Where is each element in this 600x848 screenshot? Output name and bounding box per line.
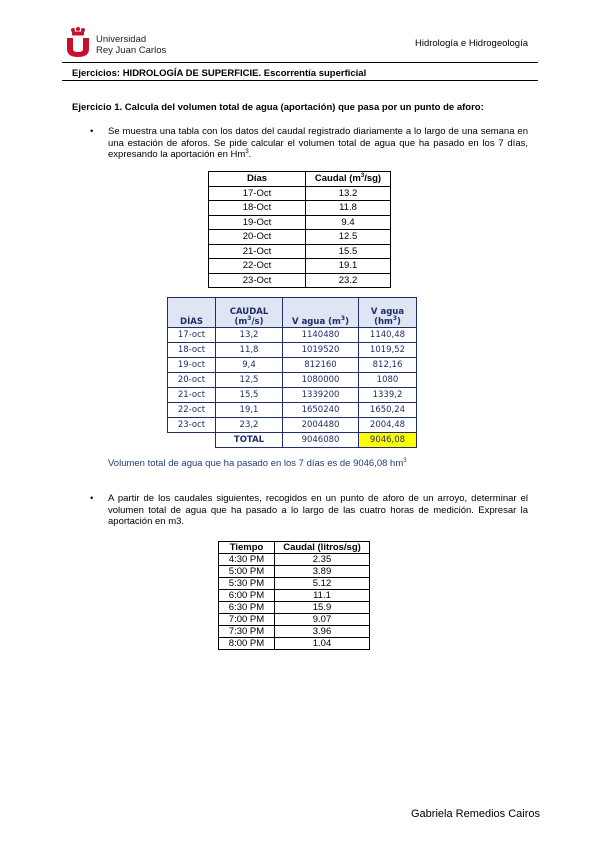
- table-cell: 12,5: [216, 373, 283, 388]
- table-cell: 1339200: [283, 388, 359, 403]
- table-row: [209, 259, 391, 274]
- table-row: [168, 418, 417, 433]
- section-title: Ejercicios: HIDROLOGÍA DE SUPERFICIE. Escorrentía superficial: [72, 68, 367, 79]
- table2-header-dias: DÍAS: [168, 298, 216, 328]
- table-row: [168, 373, 417, 388]
- table1-header-caudal: Caudal $(m^3/sg)$: [306, 172, 391, 187]
- table-cell: 19-Oct: [209, 215, 306, 230]
- table-cell: 1019,52: [359, 343, 417, 358]
- table-cell: 1650,24: [359, 403, 417, 418]
- table-cell: 22-oct: [168, 403, 216, 418]
- table-cell: 5:00 PM: [219, 566, 275, 578]
- table-row: [168, 358, 417, 373]
- table-cell: 2004,48: [359, 418, 417, 433]
- table-cell: 1650240: [283, 403, 359, 418]
- table-cell: 18-oct: [168, 343, 216, 358]
- university-line2: Rey Juan Carlos: [96, 45, 167, 56]
- university-line1: Universidad: [96, 34, 147, 45]
- table-cell: 12.5: [306, 230, 391, 245]
- table-cell: 22-Oct: [209, 259, 306, 274]
- table-cell: 23.2: [306, 273, 391, 288]
- table-row: [219, 638, 370, 650]
- table-cell: 21-oct: [168, 388, 216, 403]
- table-cell: 15,5: [216, 388, 283, 403]
- table-row: [209, 273, 391, 288]
- table-cell: 19-oct: [168, 358, 216, 373]
- table-cell: 1.04: [275, 638, 370, 650]
- table-cell: [168, 433, 216, 448]
- table-cell: 5:30 PM: [219, 578, 275, 590]
- table-cell: 6:00 PM: [219, 590, 275, 602]
- table-cell: 11.1: [275, 590, 370, 602]
- table-cell: 1140,48: [359, 328, 417, 343]
- table-cell: 13.2: [306, 186, 391, 201]
- table-row: [219, 566, 370, 578]
- section-divider: [62, 80, 538, 81]
- table-cell: 17-oct: [168, 328, 216, 343]
- table-cell: 9.07: [275, 614, 370, 626]
- table-row: [209, 201, 391, 216]
- table-cell: 1140480: [283, 328, 359, 343]
- table-cell: 11,8: [216, 343, 283, 358]
- table-row: [209, 244, 391, 259]
- table-cell: 19.1: [306, 259, 391, 274]
- table-cell: 1080000: [283, 373, 359, 388]
- table-row: [168, 328, 417, 343]
- table-cell: 2004480: [283, 418, 359, 433]
- table-cell: 2.35: [275, 554, 370, 566]
- table-cell: 15.5: [306, 244, 391, 259]
- table-cell: 9,4: [216, 358, 283, 373]
- table-cell: 6:30 PM: [219, 602, 275, 614]
- table-cell: 5.12: [275, 578, 370, 590]
- table3-header-tiempo: Tiempo: [219, 542, 275, 554]
- table-cell: 18-Oct: [209, 201, 306, 216]
- university-name: [96, 34, 166, 56]
- result-text: Volumen total de agua que ha pasado en los 7 días es de 9046,08 $hm^3$: [108, 457, 407, 469]
- table-row: [219, 590, 370, 602]
- table-cell: 1080: [359, 373, 417, 388]
- total-row: [168, 433, 417, 448]
- table-row: [209, 215, 391, 230]
- caudal-table: [208, 171, 391, 288]
- table-row: [168, 343, 417, 358]
- table-row: [219, 554, 370, 566]
- tiempo-table: [218, 541, 370, 650]
- bullet2-text: A partir de los caudales siguientes, recogidos en un punto de aforo de un arroyo, determinar el volumen total de agua que ha pasado a lo largo de las cuatro horas de medición. Expresar la aportación en m3.: [108, 493, 528, 527]
- table-cell: 8:00 PM: [219, 638, 275, 650]
- table-cell: 20-Oct: [209, 230, 306, 245]
- table-cell: 3.96: [275, 626, 370, 638]
- table-row: [219, 578, 370, 590]
- table3-header-caudal: Caudal (litros/sg): [275, 542, 370, 554]
- table-row: [219, 626, 370, 638]
- table-row: [209, 230, 391, 245]
- table-cell: 17-Oct: [209, 186, 306, 201]
- table-row: [209, 186, 391, 201]
- table-cell: 1019520: [283, 343, 359, 358]
- table-row: [168, 388, 417, 403]
- table-cell: 20-oct: [168, 373, 216, 388]
- table-cell: 9.4: [306, 215, 391, 230]
- table-cell: 4:30 PM: [219, 554, 275, 566]
- volumen-table: [167, 297, 417, 448]
- table-cell: 23-oct: [168, 418, 216, 433]
- table-cell: 23,2: [216, 418, 283, 433]
- urjc-logo-icon: [64, 27, 92, 57]
- table-cell: 7:30 PM: [219, 626, 275, 638]
- bullet-marker: •: [90, 126, 94, 137]
- exercise1-title: Ejercicio 1. Calcula del volumen total de agua (aportación) que pasa por un punto de aforo:: [72, 102, 484, 113]
- table-cell: 7:00 PM: [219, 614, 275, 626]
- footer-author: Gabriela Remedios Cairos: [411, 808, 540, 820]
- bullet1-text: Se muestra una tabla con los datos del caudal registrado diariamente a lo largo de una semana en una estación de aforos. Se pide calcular el volumen total de agua que ha pasado en los 7 días, expresando la aportación en Hm$^3$.: [108, 126, 528, 160]
- total-hm3: 9046,08: [359, 433, 417, 448]
- table-cell: 15.9: [275, 602, 370, 614]
- table2-header-caudal: CAUDAL $(m^3/s)$: [216, 298, 283, 328]
- total-label: TOTAL: [216, 433, 283, 448]
- total-m3: 9046080: [283, 433, 359, 448]
- header-divider: [62, 62, 538, 63]
- table-row: [219, 602, 370, 614]
- table-cell: 812160: [283, 358, 359, 373]
- table-cell: 3.89: [275, 566, 370, 578]
- doc-subject: Hidrología e Hidrogeología: [414, 38, 528, 49]
- table2-header-vagua-m3: V agua $(m^3)$: [283, 298, 359, 328]
- table-cell: 1339,2: [359, 388, 417, 403]
- table-cell: 19,1: [216, 403, 283, 418]
- table-row: [168, 403, 417, 418]
- table-cell: 13,2: [216, 328, 283, 343]
- table2-header-vagua-hm3: V agua $(hm^3)$: [359, 298, 417, 328]
- table-cell: 11.8: [306, 201, 391, 216]
- table-cell: 23-Oct: [209, 273, 306, 288]
- table-cell: 812,16: [359, 358, 417, 373]
- table1-header-dias: Días: [209, 172, 306, 187]
- bullet-marker: •: [90, 493, 94, 504]
- table-row: [219, 614, 370, 626]
- table-cell: 21-Oct: [209, 244, 306, 259]
